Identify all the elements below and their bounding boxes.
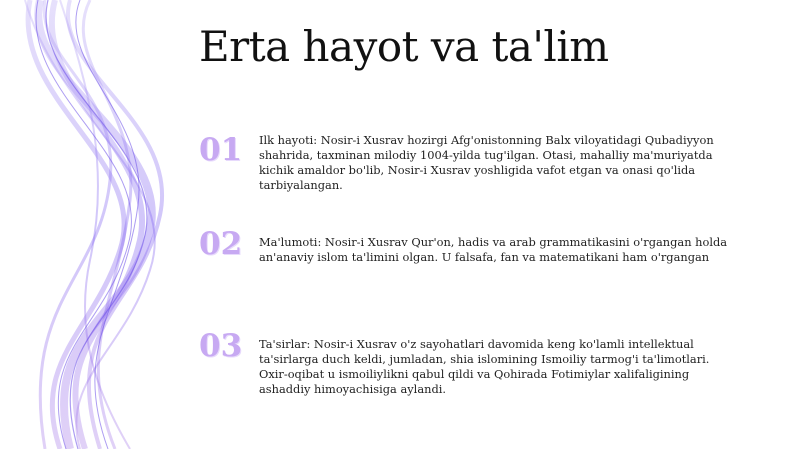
item-text: Ma'lumoti: Nosir-i Xusrav Qur'on, hadis va arab grammatikasini o'rgangan holda an'anaviy islom ta'limini olgan. U falsafa, fan va matematikani ham o'rgangan xyxy=(259,235,728,264)
decorative-ribbon xyxy=(0,0,200,449)
item-text: Ta'sirlar: Nosir-i Xusrav o'z sayohatlari davomida keng ko'lamli intellektual ta'sirlarga duch keldi, jumladan, shia islomining Ismoiliy tarmog'i ta'limotlari. Oxir-oqibat u ismoiliylikni qabul qildi va Qohirada Fotimiylar xalifaligining ashaddiy himoyachisiga aylandi. xyxy=(259,337,710,396)
item-number: 03 xyxy=(199,328,243,364)
slide-title: Erta hayot va ta'lim xyxy=(199,22,609,71)
item-number: 02 xyxy=(199,226,243,262)
item-text: Ilk hayoti: Nosir-i Xusrav hozirgi Afg'onistonning Balx viloyatidagi Qubadiyyon shahrida, taxminan milodiy 1004-yilda tug'ilgan. Otasi, mahalliy ma'muriyatda kichik amaldor bo'lib, Nosir-i Xusrav yoshligida vafot etgan va onasi qo'lida tarbiyalangan. xyxy=(259,133,714,192)
item-number: 01 xyxy=(199,132,243,168)
